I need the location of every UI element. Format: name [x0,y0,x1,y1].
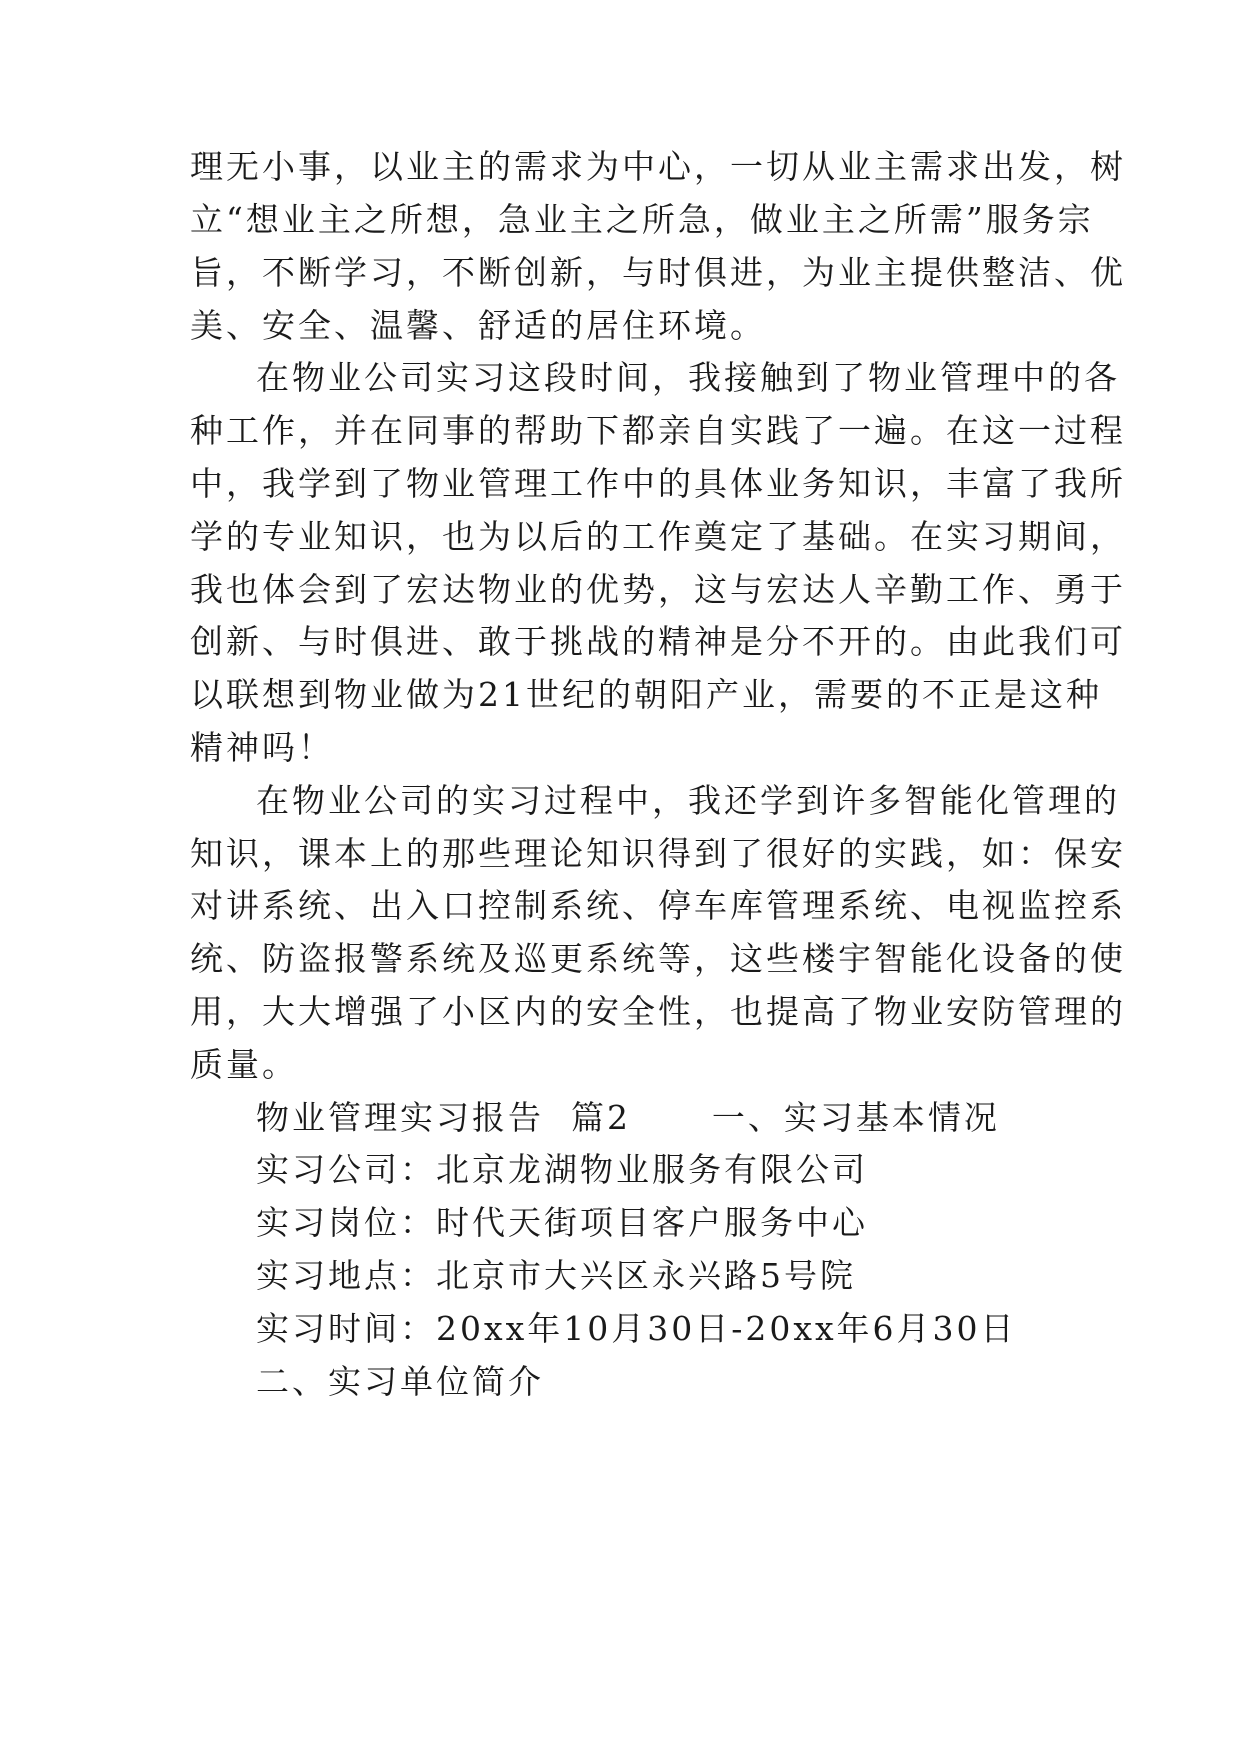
paragraph-2-line-6: 创新、与时俱进、敢于挑战的精神是分不开的。由此我们可 [190,622,1126,661]
paragraph-2-line-1: 在物业公司实习这段时间，我接触到了物业管理中的各 [256,358,1120,397]
paragraph-3-line-3: 对讲系统、出入口控制系统、停车库管理系统、电视监控系 [190,886,1126,925]
section-two-heading: 二、实习单位简介 [256,1362,544,1401]
info-position: 实习岗位：时代天街项目客户服务中心 [256,1203,868,1242]
paragraph-3-line-1: 在物业公司的实习过程中，我还学到许多智能化管理的 [256,781,1120,820]
paragraph-2-line-2: 种工作，并在同事的帮助下都亲自实践了一遍。在这一过程 [190,411,1126,450]
info-location: 实习地点：北京市大兴区永兴路5号院 [256,1256,856,1295]
paragraph-2-line-8: 精神吗！ [190,728,334,767]
paragraph-1-line-1: 理无小事，以业主的需求为中心，一切从业主需求出发，树 [190,147,1126,186]
report-heading: 物业管理实习报告 篇2 一、实习基本情况 [256,1098,1000,1137]
info-company: 实习公司：北京龙湖物业服务有限公司 [256,1150,868,1189]
paragraph-3-line-5: 用，大大增强了小区内的安全性，也提高了物业安防管理的 [190,992,1126,1031]
paragraph-1-line-3: 旨，不断学习，不断创新，与时俱进，为业主提供整洁、优 [190,253,1126,292]
paragraph-3-line-2: 知识，课本上的那些理论知识得到了很好的实践，如：保安 [190,834,1126,873]
info-time: 实习时间：20xx年10月30日-20xx年6月30日 [256,1309,1017,1348]
paragraph-2-line-7: 以联想到物业做为21世纪的朝阳产业，需要的不正是这种 [190,675,1102,714]
paragraph-3-line-4: 统、防盗报警系统及巡更系统等，这些楼宇智能化设备的使 [190,939,1126,978]
paragraph-1-line-4: 美、安全、温馨、舒适的居住环境。 [190,306,766,345]
paragraph-2-line-3: 中，我学到了物业管理工作中的具体业务知识，丰富了我所 [190,464,1126,503]
paragraph-3-line-6: 质量。 [190,1045,298,1084]
paragraph-1-line-2: 立“想业主之所想，急业主之所急，做业主之所需”服务宗 [190,200,1094,239]
paragraph-2-line-5: 我也体会到了宏达物业的优势，这与宏达人辛勤工作、勇于 [190,570,1126,609]
paragraph-2-line-4: 学的专业知识，也为以后的工作奠定了基础。在实习期间， [190,517,1126,556]
